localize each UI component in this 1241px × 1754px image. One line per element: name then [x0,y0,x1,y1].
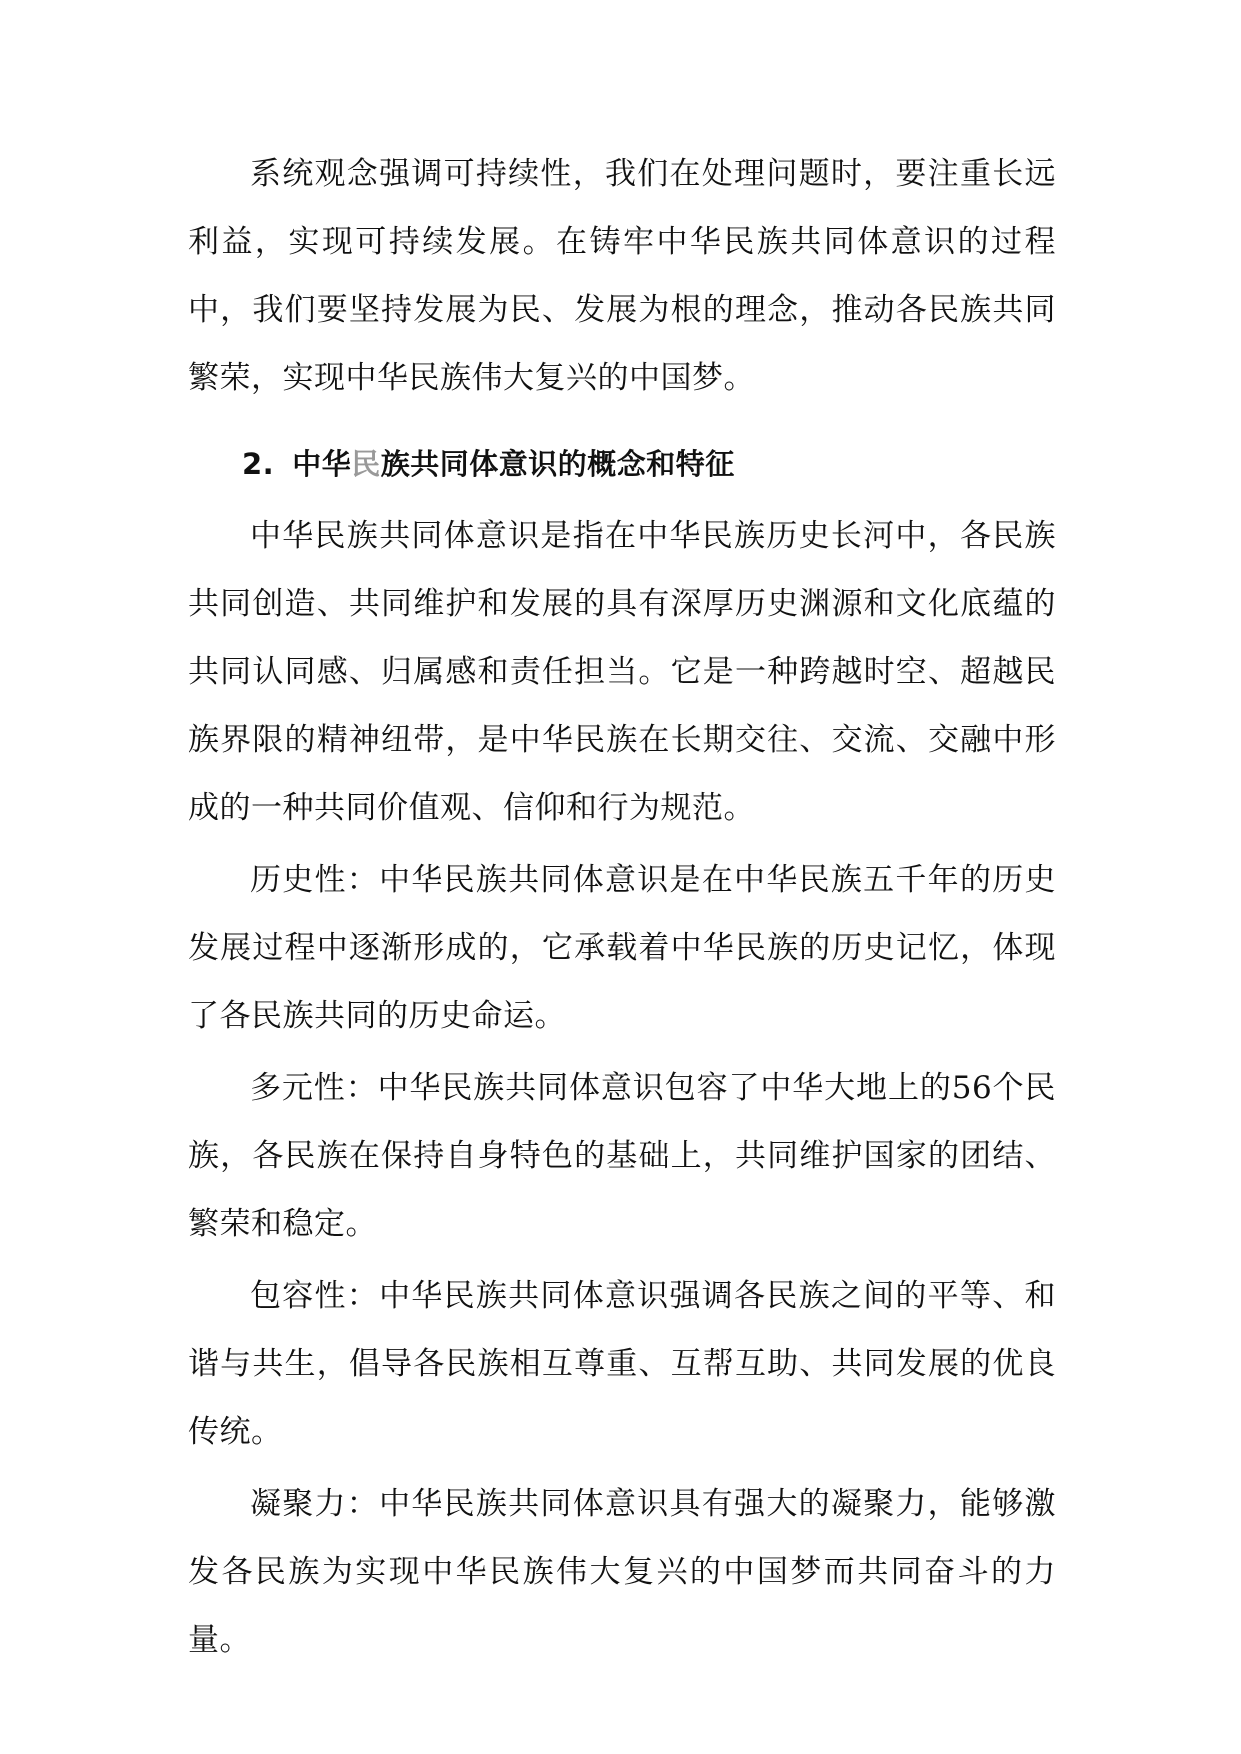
paragraph-historical: 历史性：中华民族共同体意识是在中华民族五千年的历史发展过程中逐渐形成的，它承载着中华民族的历史记忆，体现了各民族共同的历史命运。 [188,862,1056,1034]
paragraph-cohesion: 凝聚力：中华民族共同体意识具有强大的凝聚力，能够激发各民族为实现中华民族伟大复兴的中国梦而共同奋斗的力量。 [188,1486,1056,1658]
paragraph-diversity: 多元性：中华民族共同体意识包容了中华大地上的56个民族，各民族在保持自身特色的基础上，共同维护国家的团结、繁荣和稳定。 [188,1070,1056,1242]
paragraph-inclusiveness: 包容性：中华民族共同体意识强调各民族之间的平等、和谐与共生，倡导各民族相互尊重、互帮互助、共同发展的优良传统。 [188,1278,1056,1450]
paragraph-sustainability: 系统观念强调可持续性，我们在处理问题时，要注重长远利益，实现可持续发展。在铸牢中华民族共同体意识的过程中，我们要坚持发展为民、发展为根的理念，推动各民族共同繁荣，实现中华民族伟大复兴的中国梦。 [188,156,1056,396]
document-body [188,140,1056,1678]
section-title-part1: 中华 [292,447,352,481]
section-title-faint-char: 民 [351,447,381,481]
section-heading [188,430,1056,498]
section-title-part2: 族共同体意识的概念和特征 [380,447,735,481]
section-number: 2. [242,447,275,481]
paragraph-definition: 中华民族共同体意识是指在中华民族历史长河中，各民族共同创造、共同维护和发展的具有深厚历史渊源和文化底蕴的共同认同感、归属感和责任担当。它是一种跨越时空、超越民族界限的精神纽带，是中华民族在长期交往、交流、交融中形成的一种共同价值观、信仰和行为规范。 [188,518,1056,826]
